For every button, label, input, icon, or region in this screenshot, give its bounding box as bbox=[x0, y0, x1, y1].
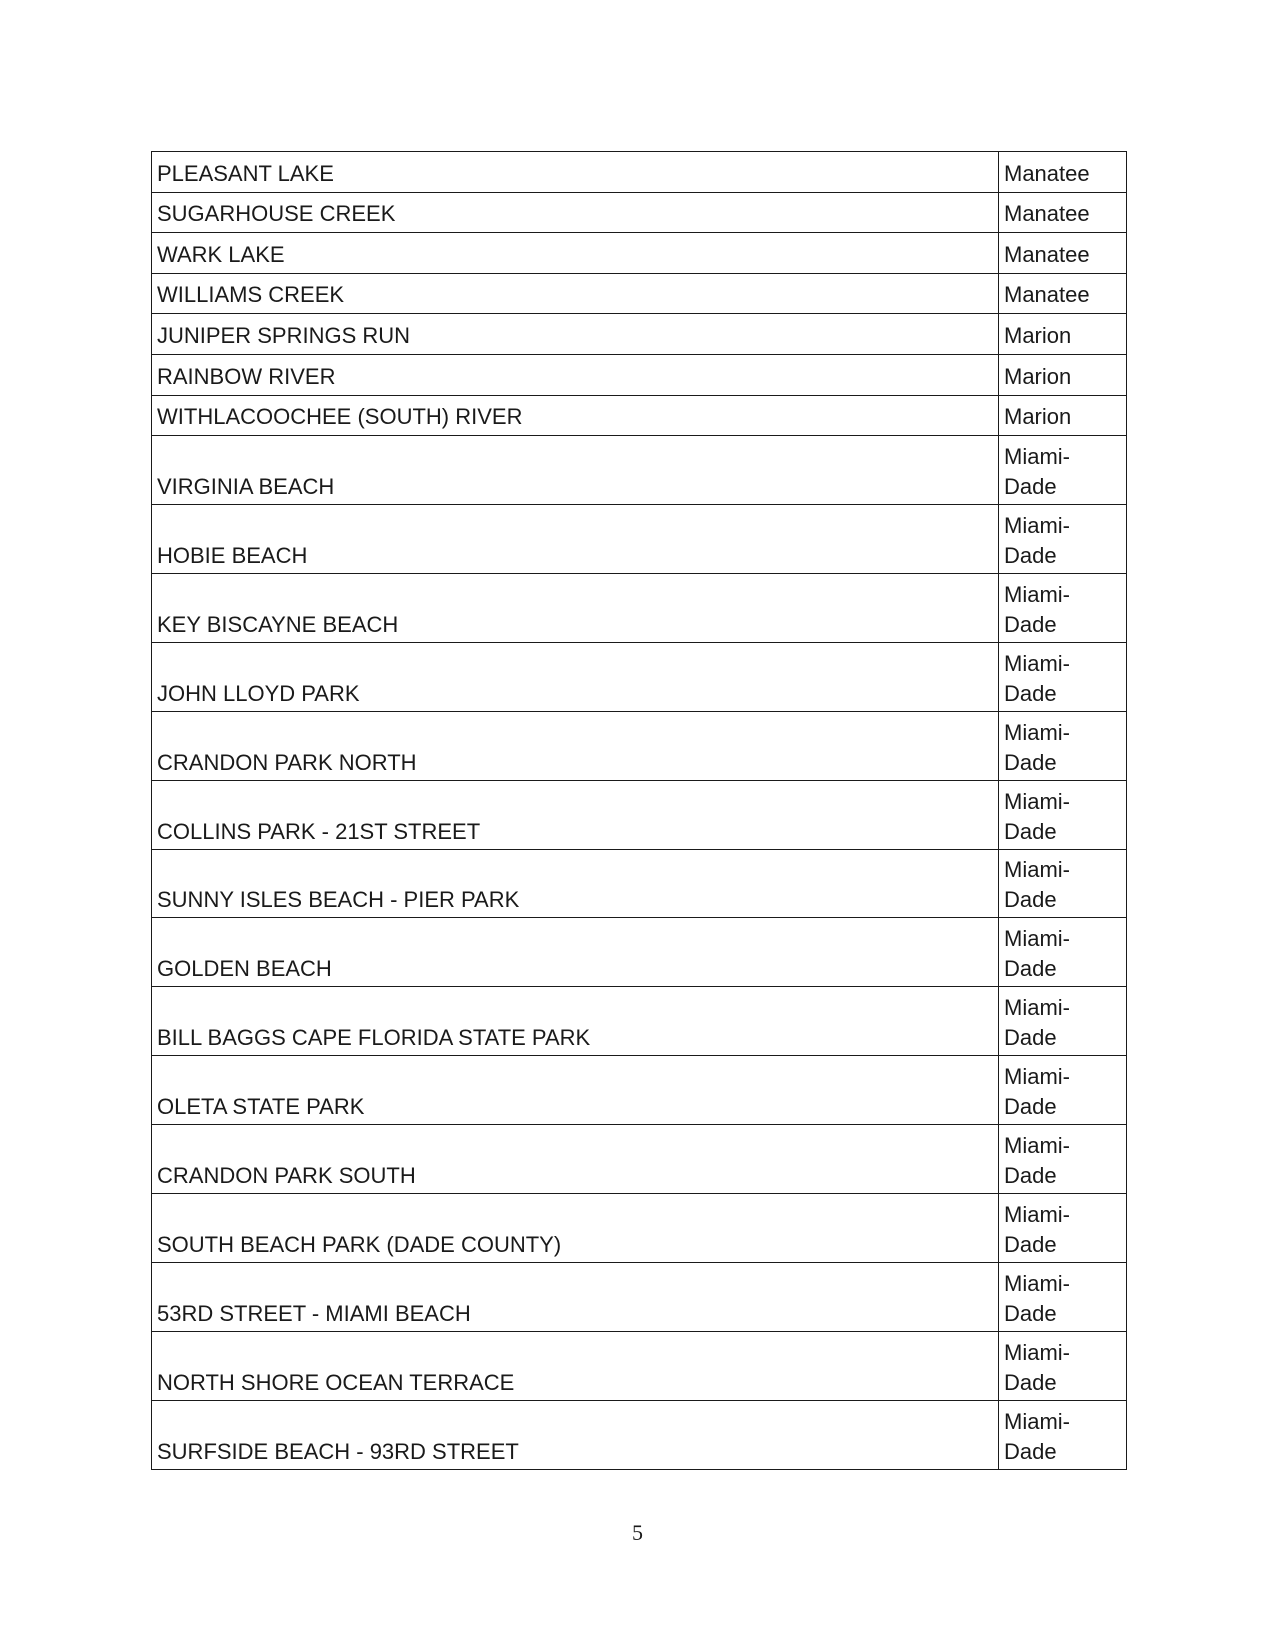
county-cell bbox=[999, 436, 1127, 505]
county-name: Miami- bbox=[1004, 1339, 1070, 1365]
county-cell bbox=[999, 1400, 1127, 1469]
county-name: Manatee bbox=[1004, 282, 1090, 308]
county-cell bbox=[999, 918, 1127, 987]
county-cell bbox=[999, 1331, 1127, 1400]
county-name: Dade bbox=[1004, 956, 1057, 982]
page-number: 5 bbox=[632, 1520, 643, 1545]
county-name: Dade bbox=[1004, 611, 1057, 637]
table-row bbox=[152, 395, 1127, 436]
county-cell bbox=[999, 711, 1127, 780]
waterbody-name-cell: CRANDON PARK NORTH bbox=[152, 711, 999, 780]
county-name: Miami- bbox=[1004, 857, 1070, 883]
waterbody-name-cell: PLEASANT LAKE bbox=[152, 152, 999, 193]
table-row bbox=[152, 711, 1127, 780]
county-name: Dade bbox=[1004, 749, 1057, 775]
table-row bbox=[152, 1400, 1127, 1469]
county-name: Miami- bbox=[1004, 1270, 1070, 1296]
table-row bbox=[152, 642, 1127, 711]
county-name: Dade bbox=[1004, 474, 1057, 500]
county-name: Miami- bbox=[1004, 926, 1070, 952]
county-name: Miami- bbox=[1004, 512, 1070, 538]
table-row bbox=[152, 1331, 1127, 1400]
county-name: Miami- bbox=[1004, 1201, 1070, 1227]
waterbody-table-container bbox=[151, 151, 1126, 1470]
county-name: Miami- bbox=[1004, 444, 1070, 470]
waterbody-name-cell: NORTH SHORE OCEAN TERRACE bbox=[152, 1331, 999, 1400]
county-cell bbox=[999, 354, 1127, 395]
table-row bbox=[152, 273, 1127, 314]
waterbody-county-table bbox=[151, 151, 1127, 1470]
waterbody-name-cell: SUGARHOUSE CREEK bbox=[152, 192, 999, 233]
county-name: Miami- bbox=[1004, 650, 1070, 676]
waterbody-name-cell: OLETA STATE PARK bbox=[152, 1056, 999, 1125]
county-name: Manatee bbox=[1004, 201, 1090, 227]
county-cell bbox=[999, 1193, 1127, 1262]
table-row bbox=[152, 1056, 1127, 1125]
table-row bbox=[152, 152, 1127, 193]
county-name: Dade bbox=[1004, 1369, 1057, 1395]
waterbody-name-cell: JUNIPER SPRINGS RUN bbox=[152, 314, 999, 355]
county-name: Dade bbox=[1004, 1094, 1057, 1120]
county-cell bbox=[999, 395, 1127, 436]
county-name: Miami- bbox=[1004, 1064, 1070, 1090]
table-row bbox=[152, 987, 1127, 1056]
county-cell bbox=[999, 849, 1127, 918]
county-name: Manatee bbox=[1004, 160, 1090, 186]
county-name: Miami- bbox=[1004, 788, 1070, 814]
county-cell bbox=[999, 233, 1127, 274]
table-row bbox=[152, 573, 1127, 642]
waterbody-name-cell: SUNNY ISLES BEACH - PIER PARK bbox=[152, 849, 999, 918]
county-name: Dade bbox=[1004, 818, 1057, 844]
waterbody-name-cell: CRANDON PARK SOUTH bbox=[152, 1125, 999, 1194]
county-cell bbox=[999, 1262, 1127, 1331]
table-row bbox=[152, 849, 1127, 918]
waterbody-name-cell: WARK LAKE bbox=[152, 233, 999, 274]
table-row bbox=[152, 354, 1127, 395]
county-name: Miami- bbox=[1004, 1132, 1070, 1158]
waterbody-name-cell: KEY BISCAYNE BEACH bbox=[152, 573, 999, 642]
county-name: Marion bbox=[1004, 322, 1072, 348]
waterbody-name-cell: WILLIAMS CREEK bbox=[152, 273, 999, 314]
waterbody-name-cell: SOUTH BEACH PARK (DADE COUNTY) bbox=[152, 1193, 999, 1262]
waterbody-name-cell: GOLDEN BEACH bbox=[152, 918, 999, 987]
waterbody-name-cell: HOBIE BEACH bbox=[152, 505, 999, 574]
waterbody-name-cell: JOHN LLOYD PARK bbox=[152, 642, 999, 711]
county-name: Dade bbox=[1004, 1025, 1057, 1051]
county-cell bbox=[999, 987, 1127, 1056]
table-row bbox=[152, 1262, 1127, 1331]
county-cell bbox=[999, 192, 1127, 233]
county-name: Dade bbox=[1004, 1162, 1057, 1188]
county-cell bbox=[999, 273, 1127, 314]
table-row bbox=[152, 918, 1127, 987]
county-cell bbox=[999, 780, 1127, 849]
county-name: Dade bbox=[1004, 887, 1057, 913]
table-row bbox=[152, 192, 1127, 233]
county-name: Dade bbox=[1004, 542, 1057, 568]
waterbody-name-cell: COLLINS PARK - 21ST STREET bbox=[152, 780, 999, 849]
county-name: Marion bbox=[1004, 404, 1072, 430]
table-body bbox=[152, 152, 1127, 1470]
county-name: Miami- bbox=[1004, 1408, 1070, 1434]
county-cell bbox=[999, 152, 1127, 193]
waterbody-name-cell: WITHLACOOCHEE (SOUTH) RIVER bbox=[152, 395, 999, 436]
county-name: Miami- bbox=[1004, 719, 1070, 745]
table-row bbox=[152, 1193, 1127, 1262]
table-row bbox=[152, 436, 1127, 505]
table-row bbox=[152, 1125, 1127, 1194]
county-cell bbox=[999, 314, 1127, 355]
waterbody-name-cell: SURFSIDE BEACH - 93RD STREET bbox=[152, 1400, 999, 1469]
table-row bbox=[152, 314, 1127, 355]
waterbody-name-cell: 53RD STREET - MIAMI BEACH bbox=[152, 1262, 999, 1331]
county-name: Marion bbox=[1004, 363, 1072, 389]
county-name: Manatee bbox=[1004, 241, 1090, 267]
county-cell bbox=[999, 1125, 1127, 1194]
table-row bbox=[152, 780, 1127, 849]
table-row bbox=[152, 233, 1127, 274]
county-name: Dade bbox=[1004, 1300, 1057, 1326]
county-name: Dade bbox=[1004, 1231, 1057, 1257]
county-name: Dade bbox=[1004, 1438, 1057, 1464]
county-name: Miami- bbox=[1004, 995, 1070, 1021]
waterbody-name-cell: BILL BAGGS CAPE FLORIDA STATE PARK bbox=[152, 987, 999, 1056]
county-cell bbox=[999, 573, 1127, 642]
table-row bbox=[152, 505, 1127, 574]
waterbody-name-cell: VIRGINIA BEACH bbox=[152, 436, 999, 505]
county-name: Miami- bbox=[1004, 581, 1070, 607]
waterbody-name-cell: RAINBOW RIVER bbox=[152, 354, 999, 395]
county-cell bbox=[999, 1056, 1127, 1125]
county-cell bbox=[999, 642, 1127, 711]
county-cell bbox=[999, 505, 1127, 574]
county-name: Dade bbox=[1004, 680, 1057, 706]
